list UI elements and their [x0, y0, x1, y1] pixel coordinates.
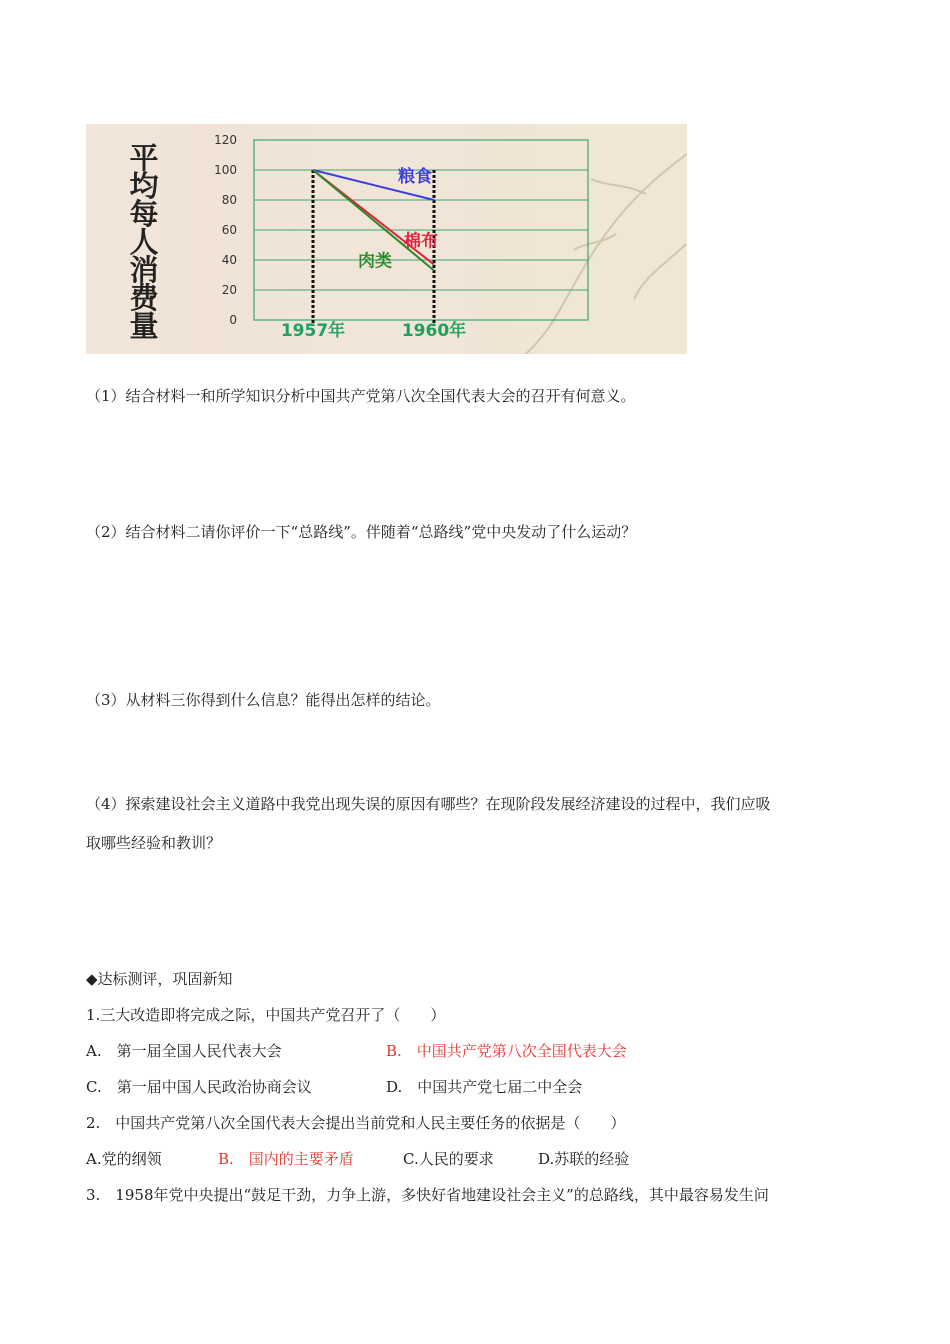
mc-3-stem: 3. 1958年党中央提出“鼓足干劲，力争上游，多快好省地建设社会主义”的总路线，其中最容易发生问: [86, 1186, 769, 1204]
series-label: 肉类: [358, 251, 392, 272]
chart-svg: [86, 124, 687, 354]
series-label: 棉布: [404, 231, 438, 252]
mc-2-option-b: B. 国内的主要矛盾: [218, 1150, 354, 1168]
y-tick-label: 120: [214, 133, 237, 147]
question-2: （2）结合材料二请你评价一下“总路线”。伴随着“总路线”党中央发动了什么运动？: [86, 523, 637, 541]
mc-2-option-a: A.党的纲领: [86, 1150, 162, 1168]
y-tick-label: 0: [229, 313, 237, 327]
question-4-line-2: 取哪些经验和教训？: [86, 834, 222, 852]
y-axis-label-char: 平: [129, 141, 159, 175]
x-tick-label: 1957年: [280, 321, 346, 341]
y-axis-label-char: 量: [129, 309, 159, 343]
section-title: ◆达标测评，巩固新知: [86, 970, 233, 988]
y-axis-label-char: 每: [129, 197, 159, 231]
mc-2-option-d: D.苏联的经验: [538, 1150, 630, 1168]
y-axis-label-char: 人: [129, 225, 159, 259]
y-tick-label: 60: [221, 223, 237, 237]
y-axis-label-char: 消: [129, 253, 159, 287]
series-label: 粮食: [398, 167, 432, 187]
mc-2-option-c: C.人民的要求: [403, 1150, 494, 1168]
mc-1-option-c: C. 第一届中国人民政治协商会议: [86, 1078, 312, 1096]
y-axis-label-char: 费: [129, 281, 159, 315]
mc-2-stem: 2. 中国共产党第八次全国代表大会提出当前党和人民主要任务的依据是（ ）: [86, 1114, 626, 1132]
x-tick-label: 1960年: [401, 321, 467, 341]
y-tick-label: 80: [221, 193, 237, 207]
y-tick-label: 40: [221, 253, 237, 267]
y-axis-label-char: 均: [129, 169, 159, 203]
question-1: （1）结合材料一和所学知识分析中国共产党第八次全国代表大会的召开有何意义。: [86, 387, 636, 405]
mc-1-stem: 1.三大改造即将完成之际，中国共产党召开了（ ）: [86, 1006, 446, 1024]
mc-1-option-d: D. 中国共产党七届二中全会: [386, 1078, 583, 1096]
y-tick-label: 100: [214, 163, 237, 177]
consumption-chart: [86, 124, 687, 354]
mc-1-option-b: B. 中国共产党第八次全国代表大会: [386, 1042, 627, 1060]
mc-1-option-a: A. 第一届全国人民代表大会: [86, 1042, 282, 1060]
question-4-line-1: （4）探索建设社会主义道路中我党出现失误的原因有哪些？在现阶段发展经济建设的过程中，我们应吸: [86, 795, 771, 813]
y-tick-label: 20: [221, 283, 237, 297]
question-3: （3）从材料三你得到什么信息？能得出怎样的结论。: [86, 691, 441, 709]
